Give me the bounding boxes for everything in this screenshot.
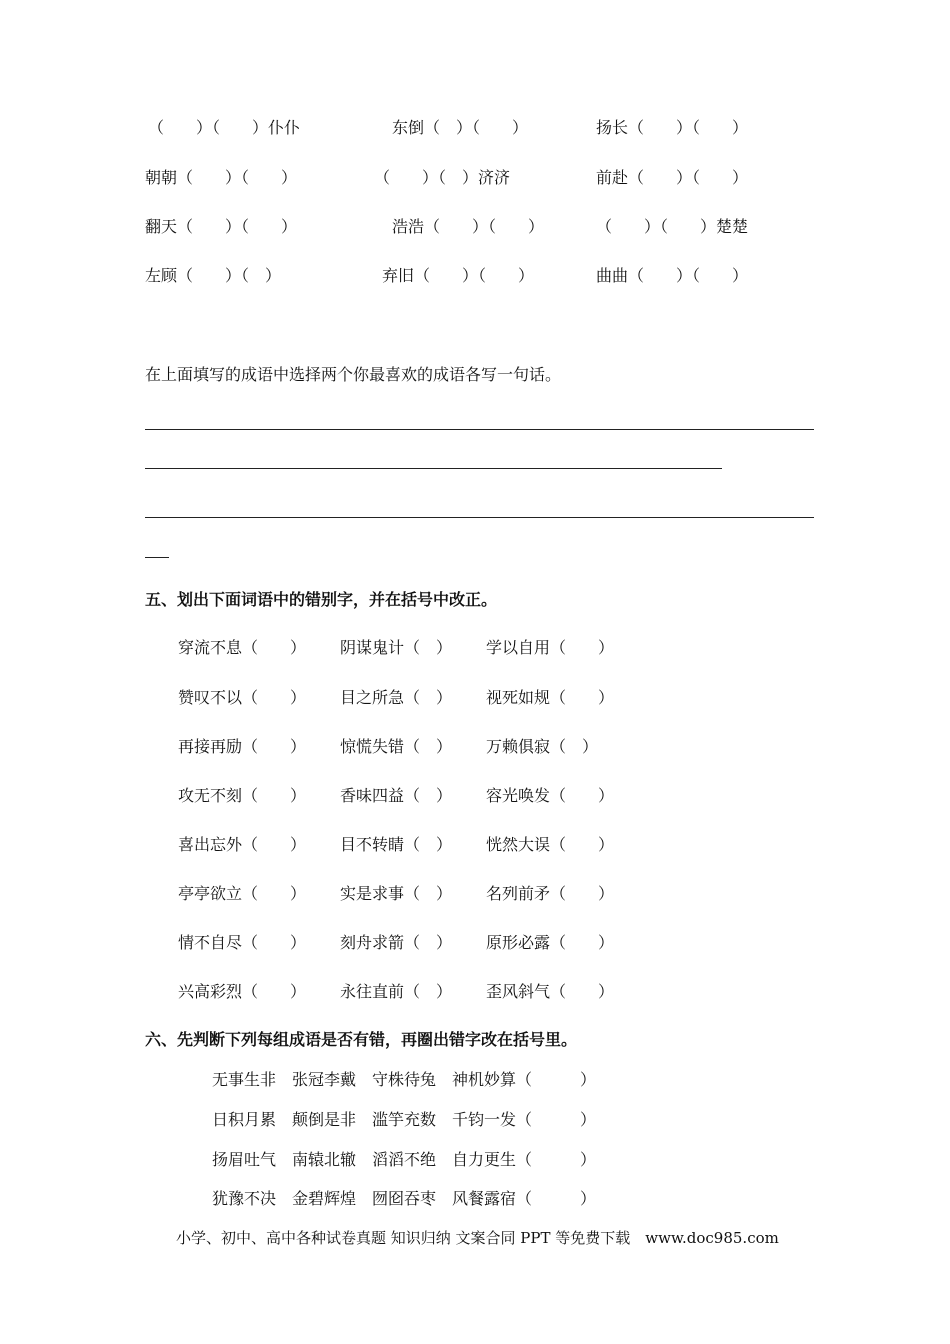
idiom-item: 朝朝（ ）（ ） (145, 168, 298, 187)
word-item: 实是求事（ ） (340, 884, 453, 903)
write-prompt: 在上面填写的成语中选择两个你最喜欢的成语各写一句话。 (145, 365, 562, 384)
word-item: 目不转睛（ ） (340, 835, 453, 854)
idiom-group-row: 日积月累 颠倒是非 滥竽充数 千钧一发（ ） (212, 1110, 597, 1129)
answer-line[interactable] (145, 429, 814, 430)
answer-line[interactable] (145, 557, 169, 558)
word-item: 视死如规（ ） (486, 688, 615, 707)
idiom-item: 扬长（ ）（ ） (596, 118, 749, 137)
idiom-group-row: 扬眉吐气 南辕北辙 滔滔不绝 自力更生（ ） (212, 1150, 597, 1169)
word-item: 穿流不息（ ） (178, 638, 307, 657)
word-item: 亭亭欲立（ ） (178, 884, 307, 903)
word-item: 容光唤发（ ） (486, 786, 615, 805)
word-item: 原形必露（ ） (486, 933, 615, 952)
idiom-item: 弃旧（ ）（ ） (382, 266, 535, 285)
idiom-item: 左顾（ ）（ ） (145, 266, 282, 285)
word-item: 喜出忘外（ ） (178, 835, 307, 854)
answer-line[interactable] (145, 517, 814, 518)
word-item: 歪风斜气（ ） (486, 982, 615, 1001)
idiom-item: （ ）（ ）仆仆 (148, 118, 301, 137)
word-item: 赞叹不以（ ） (178, 688, 307, 707)
word-item: 惊慌失错（ ） (340, 737, 453, 756)
word-item: 名列前矛（ ） (486, 884, 615, 903)
idiom-item: 浩浩（ ）（ ） (392, 217, 545, 236)
word-item: 万赖俱寂（ ） (486, 737, 599, 756)
answer-line[interactable] (145, 468, 722, 469)
word-item: 永往直前（ ） (340, 982, 453, 1001)
word-item: 目之所急（ ） (340, 688, 453, 707)
idiom-item: （ ）（ ）济济 (374, 168, 511, 187)
idiom-group-row: 犹豫不决 金碧辉煌 囫囵吞枣 风餐露宿（ ） (212, 1189, 597, 1208)
word-item: 情不自尽（ ） (178, 933, 307, 952)
word-item: 学以自用（ ） (486, 638, 615, 657)
word-item: 攻无不刻（ ） (178, 786, 307, 805)
word-item: 香味四益（ ） (340, 786, 453, 805)
word-item: 兴高彩烈（ ） (178, 982, 307, 1001)
footer-text: 小学、初中、高中各种试卷真题 知识归纳 文案合同 PPT 等免费下载 www.doc985.com (176, 1229, 779, 1247)
word-item: 恍然大误（ ） (486, 835, 615, 854)
word-item: 刻舟求箭（ ） (340, 933, 453, 952)
idiom-item: 东倒（ ）（ ） (392, 118, 529, 137)
section6-title: 六、先判断下列每组成语是否有错，再圈出错字改在括号里。 (145, 1030, 578, 1049)
word-item: 再接再励（ ） (178, 737, 307, 756)
idiom-item: （ ）（ ）楚楚 (596, 217, 749, 236)
idiom-item: 前赴（ ）（ ） (596, 168, 749, 187)
section5-title: 五、划出下面词语中的错别字，并在括号中改正。 (145, 590, 498, 609)
idiom-item: 曲曲（ ）（ ） (596, 266, 749, 285)
idiom-item: 翻天（ ）（ ） (145, 217, 298, 236)
idiom-group-row: 无事生非 张冠李戴 守株待兔 神机妙算（ ） (212, 1070, 597, 1089)
word-item: 阴谋鬼计（ ） (340, 638, 453, 657)
